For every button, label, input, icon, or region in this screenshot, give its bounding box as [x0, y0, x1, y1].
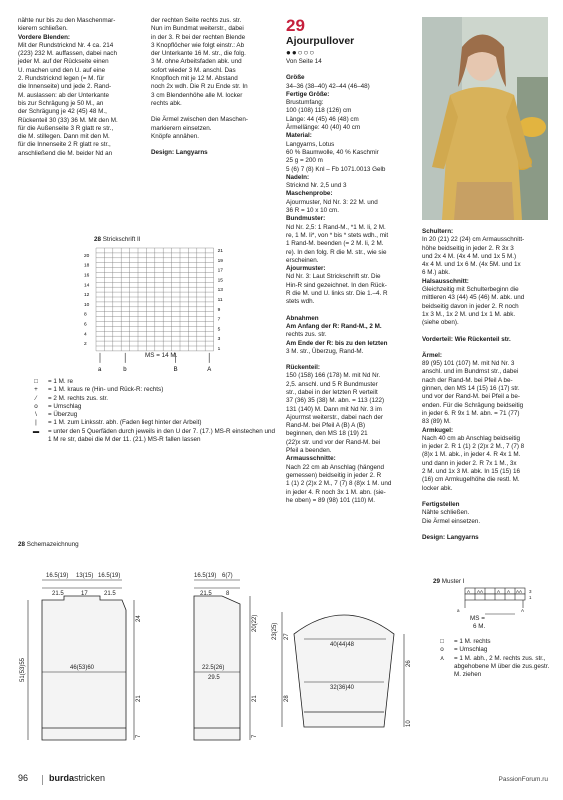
chart-row-label: 10 — [84, 302, 90, 308]
text-line: re). In den folg. R die M. str., wie sie — [286, 248, 387, 256]
text-line: 3 M. ohne Arbeitsfaden abk. und — [151, 58, 242, 66]
pattern-title: Ajourpullover — [286, 35, 355, 47]
legend-symbol: o — [34, 402, 38, 410]
legend-symbol: ⋏ — [439, 654, 445, 662]
text-line: jeder M. auf der Rückseite einen — [18, 58, 109, 66]
schema-label: 26 — [406, 660, 412, 667]
chart-row-label: 11 — [217, 298, 223, 303]
text-line: Knopfloch mit je 12 M. Abstand — [151, 75, 238, 83]
text-line: anschl. und im Bundmst str., dabei — [422, 368, 519, 376]
muster-cell: AA — [516, 589, 523, 594]
schema-label: 21 — [136, 695, 142, 702]
legend-symbol: \ — [35, 411, 37, 419]
text-line: und 2x 4 M. (4x 4 M. und 1x 5 M.) — [422, 252, 517, 260]
text-line: nach der Rand-M. bei Pfeil A be- — [422, 376, 513, 384]
text-line: Nähte schließen. — [422, 509, 470, 517]
instructions-column-1 — [18, 17, 138, 158]
spacer — [422, 344, 552, 352]
section-heading: Armausschnitte: — [286, 455, 336, 463]
text-line: Nd Nr. 2,5: 1 Rand-M., *1 M. li, 2 M. — [286, 223, 386, 231]
brand-name: burdastricken — [49, 773, 106, 783]
schema-label: 16.5(19) — [46, 573, 69, 579]
text-line: 100 (108) 118 (126) cm — [286, 107, 352, 115]
chart-row-label: 7 — [217, 317, 221, 323]
schema-label: 7 — [136, 734, 142, 738]
muster-caption: 29 Muster I — [433, 578, 465, 585]
section-heading: Halsausschnitt: — [422, 277, 469, 285]
muster-arrow: a — [457, 608, 460, 613]
instructions-column-2 — [151, 17, 273, 157]
chart-arrow-label: B — [173, 366, 178, 373]
text-line: erscheinen. — [286, 256, 319, 264]
text-line: in jeder 4. R noch 3x 1 M. abn. (sie- — [286, 488, 386, 496]
text-line: gemessen) beidseitig in jeder 2. R — [286, 471, 382, 479]
text-line: 1x 3 M., 1x 2 M. und 1x 1 M. abk. — [422, 310, 516, 318]
legend-item — [30, 386, 280, 394]
chart-row-label: 12 — [84, 293, 90, 299]
legend-item — [30, 428, 280, 445]
schema-label: 21 — [252, 695, 258, 702]
text-line: (16) cm Armkugelhöhe die restl. M. — [422, 476, 520, 484]
knitting-chart — [80, 244, 250, 373]
schema-label: 6(7) — [222, 573, 233, 579]
pattern-reference: Von Seite 14 — [286, 58, 322, 65]
chart-row-label: 1 — [217, 347, 221, 352]
legend-text: = 1 M. rechts — [454, 638, 491, 645]
legend-text: = 1 M. kraus re (Hin- und Rück-R: rechts) — [48, 386, 164, 394]
text-line: M. auslassen: ab der Unterkante — [18, 91, 110, 99]
schema-label: 40(44)48 — [330, 642, 355, 648]
schema-label: 29.5 — [208, 675, 220, 681]
schema-label: 16.5(19) — [98, 573, 121, 579]
muster-legend — [436, 638, 550, 679]
text-line: Die Ärmel einsetzen. — [422, 517, 481, 525]
text-line: sofort wieder 3 M. anschl. Das — [151, 66, 236, 74]
text-line: mittleren 43 (44) 45 (46) M. abk. und — [422, 294, 525, 302]
text-line: Nd Nr. 3: Laut Strickschrift str. Die — [286, 273, 381, 281]
muster-row-label: 3 — [529, 589, 532, 594]
section-heading: Material: — [286, 132, 312, 140]
legend-item — [30, 419, 280, 427]
section-heading: Am Ende der R: bis zu den letzten — [286, 339, 388, 347]
difficulty-dots: ●●○○○ — [286, 48, 316, 57]
text-line: in jeder 6. R 9x 1 M. abn. = 71 (77) — [422, 409, 520, 417]
text-line: Nun im Bundmat weiterstr., dabei — [151, 25, 244, 33]
schema-label: 24 — [136, 615, 142, 622]
text-line: rechts zus. str. — [286, 331, 327, 339]
text-line: Nach 40 cm ab Anschlag beidseitig — [422, 434, 521, 442]
text-line: (22)x str. und vor der Rand-M. bei — [286, 438, 381, 446]
spacer — [422, 328, 552, 336]
chart-arrow-label: a — [98, 366, 102, 373]
text-line: U. machen und den U. auf eine — [18, 66, 106, 74]
muster-cell: A — [467, 589, 471, 594]
text-line: höhe beidseitig in jeder 2. R 3x 3 — [422, 244, 514, 252]
text-line: 131 (140) M. Dann mit Nd Nr. 3 im — [286, 405, 382, 413]
chart-row-label: 4 — [84, 332, 87, 338]
text-line: 1 (1) 2 (2)x 2 M., 7 (7) 8 (8)x 1 M. und — [286, 480, 392, 488]
chart-row-label: 6 — [84, 322, 87, 328]
schema-label: 17 — [81, 591, 88, 597]
text-line: Gleichzeitig mit Schulterbeginn die — [422, 286, 519, 294]
schema-caption: 28 Schemazeichnung — [18, 541, 79, 548]
text-line: Nach 22 cm ab Anschlag (hängend — [286, 463, 385, 471]
text-line: markierern einsetzen. — [151, 124, 212, 132]
schema-label: 28 — [284, 695, 290, 702]
spacer — [151, 141, 273, 149]
legend-text: = 2 M. rechts zus. str. — [48, 394, 109, 402]
text-line: 150 (158) 166 (178) M. mit Nd Nr. — [286, 372, 381, 380]
legend-text: = unter den 5 Querfäden durch jeweils in den U der 7. (17.) MS-R einstechen und 1 M re str, dabei die M der 11. (21.) MS-R fallen lassen — [48, 427, 275, 444]
muster-cell: A — [497, 589, 501, 594]
legend-text: = Überzug — [48, 411, 78, 419]
page-footer — [18, 774, 548, 788]
schema-drawing — [14, 552, 419, 752]
sleeve-outline — [294, 615, 394, 727]
text-line: In 20 (21) 22 (24) cm Armausschnitt- — [422, 236, 525, 244]
text-line: 2,5. anschl. und 5 R Bundmuster — [286, 380, 378, 388]
legend-item — [436, 638, 550, 646]
text-line: Rand-M. bei Pfeil A (B) A (B) — [286, 422, 366, 430]
text-line: (8)x 1 M. abk., in jeder 4. R 4x 1 M. — [422, 451, 521, 459]
chart-row-label: 16 — [84, 273, 90, 279]
text-line: 1 Rand-M. beenden (= 2 M. li, 2 M. — [286, 240, 384, 248]
section-heading: Am Anfang der R: Rand-M., 2 M. — [286, 322, 382, 330]
section-heading: Bundmuster: — [286, 215, 326, 223]
text-line: 3 Knopflöcher wie folgt einstr.: Ab — [151, 41, 245, 49]
schema-label: 20(22) — [252, 614, 258, 632]
text-line: 36 R = 10 x 10 cm. — [286, 207, 340, 215]
section-heading: Abnahmen — [286, 314, 319, 322]
text-line: 89 (95) 101 (107) M. mit Nd Nr. 3 — [422, 360, 515, 368]
muster-ms-count: 6 M. — [473, 623, 486, 630]
legend-symbol: □ — [34, 378, 38, 385]
schema-label: 21.5 — [104, 591, 116, 597]
text-line: 4x 4 M. und 1x 6 M. (4x 5M. und 1x — [422, 261, 521, 269]
chart-row-label: 15 — [217, 278, 223, 284]
section-heading: Design: Langyarns — [151, 149, 208, 157]
chart-row-label: 3 — [217, 337, 221, 343]
text-line: 6 M.) abk. — [422, 269, 450, 277]
text-line: der Unterkante 16 M. str., die folg. — [151, 50, 246, 58]
chart-row-labels-left — [84, 253, 90, 347]
chart-legend — [30, 378, 280, 444]
text-line: 3 M. str., Überzug, Rand-M. — [286, 347, 364, 355]
text-line: kierern schließen. — [18, 25, 68, 33]
pattern-instructions — [286, 74, 414, 505]
chart-row-label: 8 — [84, 312, 87, 318]
pattern-29-column — [286, 17, 414, 505]
section-heading: Maschenprobe: — [286, 190, 333, 198]
text-line: Rückenteil 30 (33) 36 M. Mit den M. — [18, 116, 118, 124]
text-line: (siehe oben). — [422, 319, 459, 327]
spacer — [422, 493, 552, 501]
text-line: 2 M. und 1x 3 M. abk. In 15 (15) 16 — [422, 468, 521, 476]
schema-label: 21.5 — [200, 591, 212, 597]
section-heading: Fertige Größe: — [286, 90, 330, 98]
schema-label: 27 — [284, 633, 290, 640]
chart-row-labels-right — [218, 248, 224, 352]
chart-row-label: 14 — [84, 283, 90, 289]
text-line: Ärmellänge: 40 (40) 40 cm — [286, 124, 361, 132]
text-line: 2. Rundstricknd legen (= M. für — [18, 75, 105, 83]
chart-row-label: 9 — [217, 307, 221, 313]
section-heading: Vorderteil: Wie Rückenteil str. — [422, 335, 511, 343]
chart-row-label: 17 — [217, 268, 223, 274]
text-line: bis zur Schrägung je 50 M., an — [18, 99, 104, 107]
text-line: der rechten Seite rechts zus. str. — [151, 17, 242, 24]
legend-item — [30, 403, 280, 411]
schema-label: 21.5 — [52, 591, 64, 597]
text-line: noch 2x wdh. Die R zu Ende str. In — [151, 83, 248, 91]
section-heading: Rückenteil: — [286, 364, 320, 372]
text-line: 3 cm Blendenhöhe alle M. locker — [151, 91, 243, 99]
schema-label: 10 — [406, 720, 412, 727]
text-line: für die Außenseite 3 R glatt re str., — [18, 124, 114, 132]
text-line: Pfeil a beenden. — [286, 447, 332, 455]
text-line: R die M. und U. links str. Die 1.–4. R — [286, 290, 388, 298]
schema-label: 22.5(26) — [202, 665, 225, 671]
text-line: 60 % Baumwolle, 40 % Kaschmir — [286, 148, 379, 156]
text-line: und dann in jeder 2. R 7x 1 M., 3x — [422, 459, 517, 467]
text-line: für die Innenseite 2 R glatt re str., — [18, 141, 111, 149]
legend-item — [436, 646, 550, 654]
chart-caption: 28 Strickschrift II — [94, 236, 141, 243]
text-line: Brustumfang: — [286, 99, 324, 107]
muster-arrow: A — [521, 608, 525, 613]
legend-text: = 1 M. abh., 2 M. rechts zus. str., abgehobene M über die zus.gestr. M. ziehen — [454, 654, 550, 679]
section-heading: Nadeln: — [286, 173, 310, 181]
text-line: beidseitig davon in jeder 2. R noch — [422, 302, 519, 310]
text-line: 25 g = 200 m — [286, 157, 323, 165]
legend-symbol: + — [34, 386, 38, 394]
text-line: Die Ärmel zwischen den Maschen- — [151, 116, 248, 124]
schema-label: 8 — [226, 591, 230, 597]
schema-label: 13(15) — [76, 573, 94, 579]
text-line: 37 (36) 35 (38) M. abn. = 113 (122) — [286, 397, 385, 405]
chart-row-label: 20 — [84, 253, 90, 259]
text-line: nähte nur bis zu den Maschenmar- — [18, 17, 116, 24]
section-heading: Schultern: — [422, 228, 454, 235]
muster-ms: MS = — [470, 615, 485, 622]
page-number: 96 — [18, 773, 29, 783]
text-line: he oben) = 89 (98) 101 (110) M. — [286, 496, 375, 504]
pattern-number: 29 — [286, 16, 305, 35]
text-line: Ajourmuster, Nd Nr. 3: 22 M. und — [286, 198, 378, 206]
spacer — [286, 307, 414, 315]
legend-symbol: ▬ — [32, 427, 40, 435]
section-heading: Armkugel: — [422, 426, 454, 434]
chart-row-label: 5 — [217, 327, 221, 333]
chart-row-label: 18 — [84, 263, 90, 269]
muster-cell: A — [507, 589, 511, 594]
legend-item — [30, 378, 280, 386]
text-line: in der 3. R bei der rechten Blende — [151, 33, 246, 41]
text-line: und vor der Rand-M. bei Pfeil a be- — [422, 393, 521, 401]
chart-grid — [96, 248, 214, 351]
text-line: 83 (89) M. — [422, 418, 451, 426]
text-line: stets wdh. — [286, 298, 315, 306]
legend-symbol: □ — [440, 638, 444, 645]
text-line: rechts abk. — [151, 99, 182, 107]
spacer — [286, 356, 414, 364]
chart-arrow-label: A — [207, 366, 212, 373]
text-line: der Schrägung je 42 (45) 48 M., — [18, 108, 107, 116]
legend-text: = 1 M. re — [48, 378, 74, 385]
legend-text: = Umschlag — [48, 402, 82, 410]
legend-item — [436, 655, 550, 680]
text-line: die Innenseite) und jede 2. Rand- — [18, 83, 112, 91]
text-line: Länge: 44 (45) 46 (48) cm — [286, 115, 359, 123]
spacer — [422, 526, 552, 534]
instructions-column-4 — [422, 228, 552, 542]
muster-cell: AA — [477, 589, 484, 594]
muster-chart — [455, 586, 545, 624]
section-heading: Ajourmuster: — [286, 265, 326, 273]
text-line: ginnen, den MS 14 (15) 16 (17) str. — [422, 385, 520, 393]
text-line: Ajourmst weiterstr., dabei nach der — [286, 413, 383, 421]
text-line: Langyarns, Lotus — [286, 140, 335, 148]
photo-illustration — [422, 17, 548, 220]
chart-row-label: 2 — [84, 342, 87, 348]
chart-row-label: 19 — [217, 258, 223, 264]
section-heading: Vordere Blenden: — [18, 33, 71, 41]
legend-symbol: | — [35, 419, 37, 427]
section-heading: Ärmel: — [422, 351, 442, 359]
chart-row-label: 21 — [217, 249, 223, 254]
chart-row-label: 13 — [217, 288, 223, 294]
text-line: in jeder 2. R 1 (1) 2 (2)x 2 M., 7 (7) 8 — [422, 443, 525, 451]
text-line: Stricknd Nr. 2,5 und 3 — [286, 182, 347, 190]
schema-label: 7 — [252, 734, 258, 738]
text-line: 34–36 (38–40) 42–44 (46–48) — [286, 82, 370, 90]
section-heading: Design: Langyarns — [422, 533, 479, 541]
legend-symbol: o — [440, 646, 444, 654]
text-line: anschließend die M. beider Nd an — [18, 149, 113, 157]
text-line: locker abk. — [422, 484, 453, 492]
schema-label: 46(53)60 — [70, 665, 95, 671]
text-line: Mit der Rundstricknd Nr. 4 ca. 214 — [18, 41, 114, 49]
site-watermark: PassionForum.ru — [498, 776, 548, 783]
schema-label: 32(36)40 — [330, 685, 355, 691]
legend-text: = Umschlag — [454, 646, 488, 654]
text-line: str., dabei in der letzten R verteilt — [286, 388, 378, 396]
schema-label: 23(25) — [272, 622, 278, 640]
legend-item — [30, 411, 280, 419]
text-line: Hin-R sind gezeichnet. In den Rück- — [286, 281, 387, 289]
text-line: (223) 232 M. auffassen, dabei nach — [18, 50, 117, 58]
chart-ms-label: MS = 14 M. — [145, 352, 178, 359]
text-line: beginnen, den MS 18 (19) 21 — [286, 430, 368, 438]
text-line: 5 (6) 7 (8) Knl – Fb 1071.0013 Gelb — [286, 165, 386, 173]
text-line: Knöpfe annähen. — [151, 132, 199, 140]
model-photo — [422, 17, 548, 220]
muster-row-label: 1 — [529, 595, 532, 600]
text-line: die M. stillegen. Dann mit den M. — [18, 133, 110, 141]
schema-label: 51(53)55 — [20, 657, 26, 682]
legend-text: = 1 M. zum Linksstr. abh. (Faden liegt hinter der Arbeit) — [48, 419, 202, 427]
text-line: re, 1 M. li*, von * bis * stets wdh., mit — [286, 231, 389, 239]
section-heading: Größe — [286, 74, 305, 82]
text-line: enden. Für die Schrägung beidseitig — [422, 401, 524, 409]
legend-symbol: ⁄ — [35, 394, 37, 402]
chart-arrow-label: b — [123, 366, 127, 373]
schema-label: 16.5(19) — [194, 573, 217, 579]
section-heading: Fertigstellen — [422, 500, 460, 508]
legend-item — [30, 395, 280, 403]
